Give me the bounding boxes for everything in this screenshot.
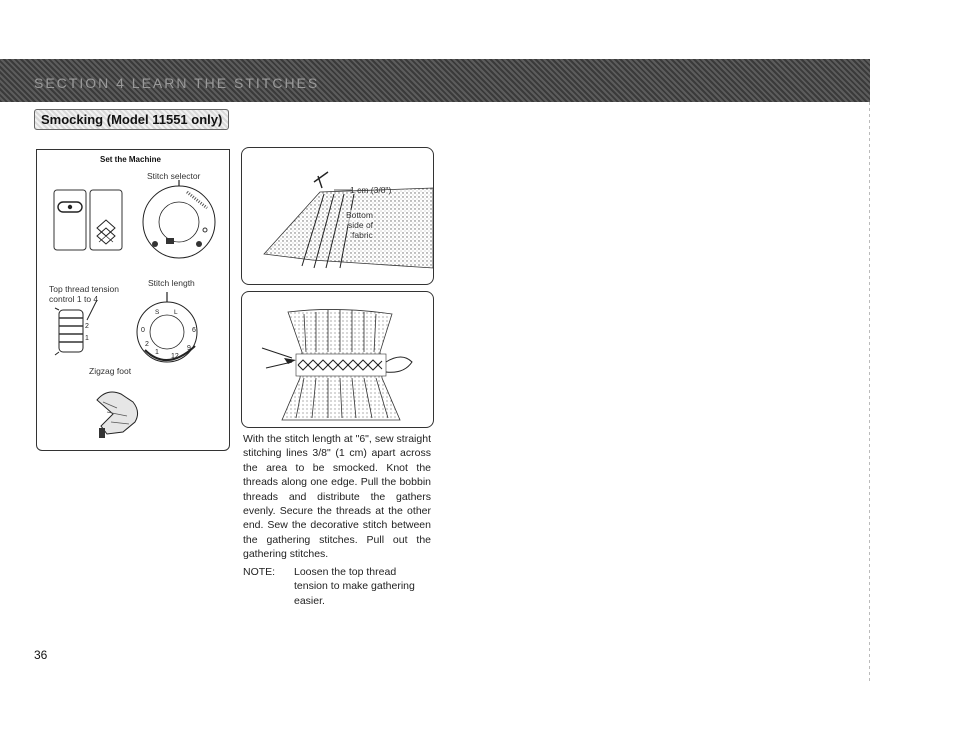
tension-mark-2: 2 <box>85 323 89 330</box>
left-hand-icon <box>262 348 292 368</box>
page-edge-rule <box>869 102 870 682</box>
pattern-card-smocking <box>90 190 122 250</box>
length-mark-0: 0 <box>141 327 145 334</box>
stitching-lines-figure <box>241 147 434 285</box>
length-mark-1: 1 <box>155 349 159 356</box>
thread-tension-control <box>55 300 97 355</box>
stitch-length-label: Stitch length <box>148 278 195 288</box>
instructions-paragraph: With the stitch length at "6", sew straight stitching lines 3/8" (1 cm) apart across the area to be smocked. Knot the threads along one edge. Pull the bobbin threads and distribute the gathers evenly. Secure the threads at the other end. Sew the decorative stitch between the gathering stitches. Pull out the gathering stitches. <box>243 433 431 561</box>
stitch-length-dial <box>137 292 197 362</box>
fabric-label-line2: side of <box>348 220 374 230</box>
stitch-selector-dial <box>143 180 215 258</box>
gathered-fabric-figure <box>241 291 434 428</box>
pattern-card-straight <box>54 190 86 250</box>
thread-tension-label-line1: Top thread tension <box>49 284 119 294</box>
length-mark-12: 12 <box>171 353 179 360</box>
section-banner <box>0 59 870 102</box>
panel-heading: Set the Machine <box>100 155 161 164</box>
fabric-label-line1: Bottom <box>346 210 373 220</box>
note-label: NOTE: <box>243 566 276 578</box>
length-mark-2: 2 <box>145 341 149 348</box>
page-number: 36 <box>34 648 48 662</box>
length-mark-9: 9 <box>187 345 191 352</box>
page-subtitle: Smocking (Model 11551 only) <box>34 109 229 130</box>
length-mark-6: 6 <box>192 327 196 334</box>
zigzag-foot-label: Zigzag foot <box>89 366 132 376</box>
length-mark-l: L <box>174 309 178 316</box>
tension-mark-1: 1 <box>85 335 89 342</box>
fabric-label-line3: fabric <box>352 230 373 240</box>
length-mark-s: S <box>155 309 160 316</box>
zigzag-foot <box>97 392 138 438</box>
note-text: Loosen the top thread tension to make gathering easier. <box>294 566 415 607</box>
thread-tension-label-line2: control 1 to 4 <box>49 294 99 304</box>
section-title: SECTION 4 LEARN THE STITCHES <box>34 75 320 91</box>
stitch-selector-label: Stitch selector <box>147 171 201 181</box>
machine-settings-panel <box>36 149 230 451</box>
needle-icon <box>314 172 328 188</box>
right-hand-icon <box>386 357 412 372</box>
measure-label: 1 cm (3/8") <box>350 185 392 195</box>
